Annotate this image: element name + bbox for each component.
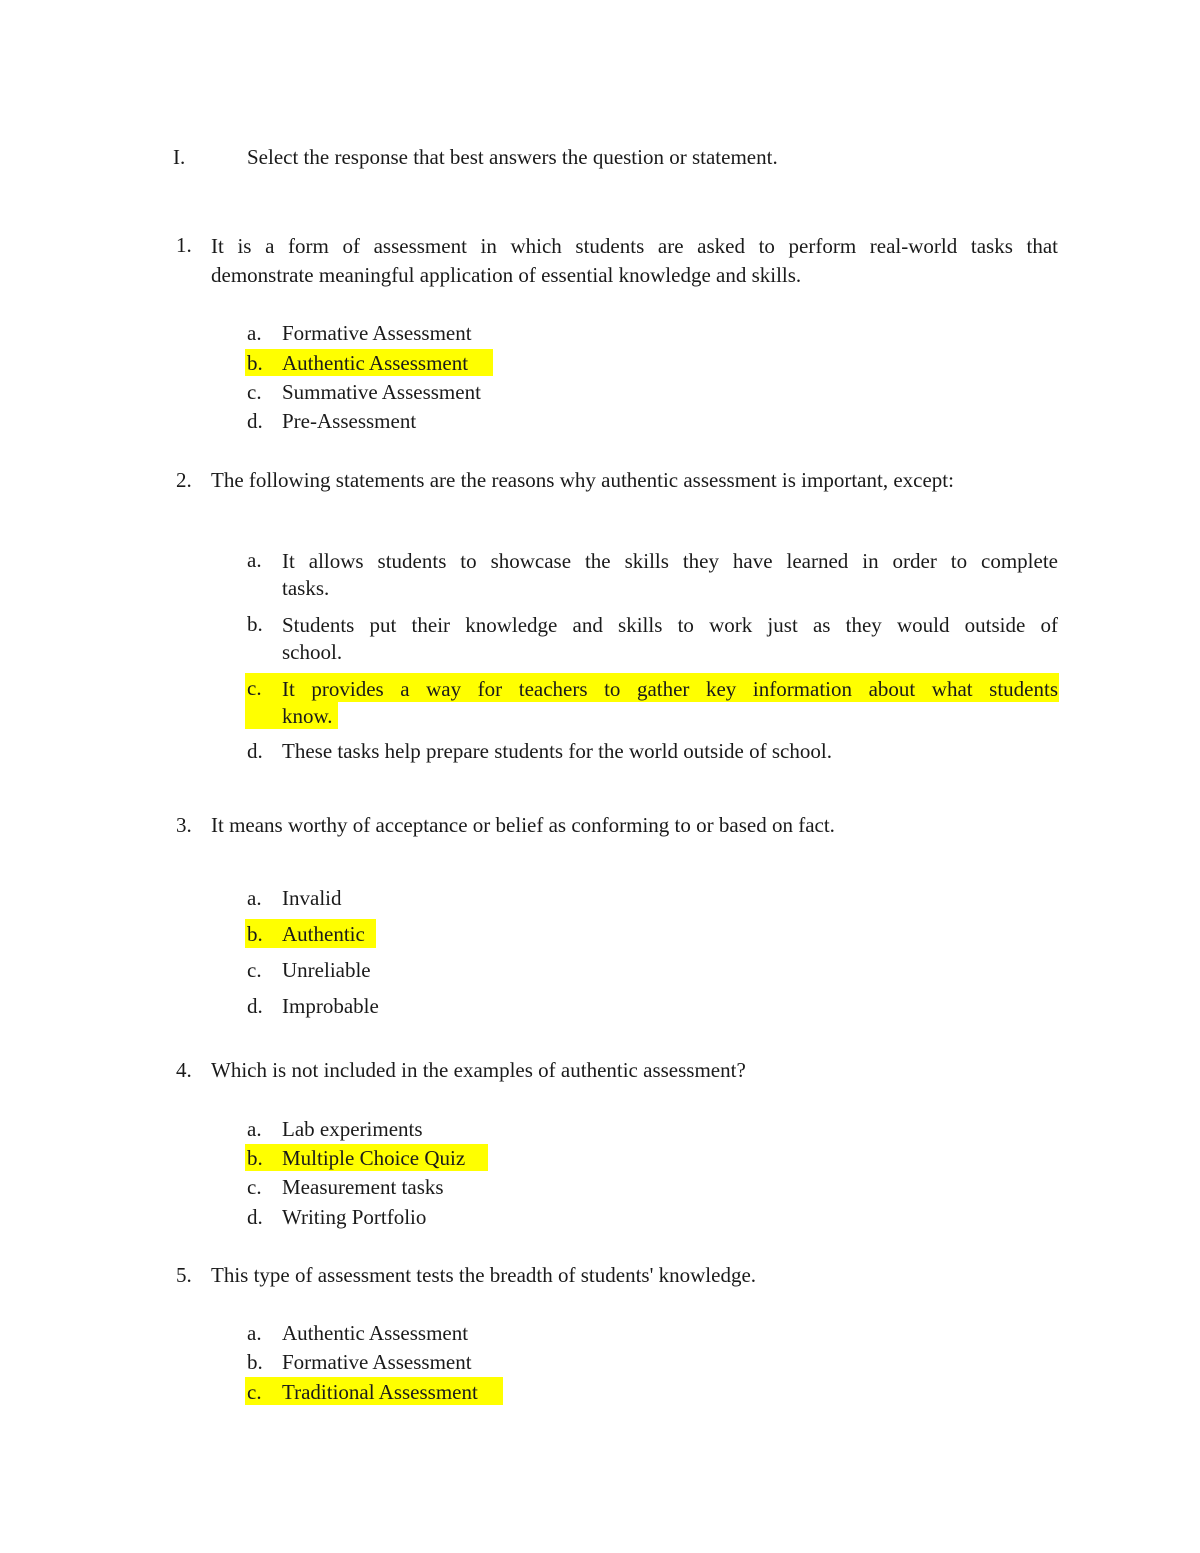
question-number: 4. xyxy=(176,1058,192,1082)
question-number: 5. xyxy=(176,1263,192,1287)
option-text: Pre-Assessment xyxy=(282,409,417,433)
option-letter: c. xyxy=(247,1380,262,1404)
option-letter: c. xyxy=(247,380,262,404)
option-letter: a. xyxy=(247,1117,262,1141)
option-letter: b. xyxy=(247,1146,263,1170)
option-letter: d. xyxy=(247,1205,263,1229)
question-text: The following statements are the reasons why authentic assessment is important, except: xyxy=(211,468,954,492)
option-letter: b. xyxy=(247,612,263,636)
option-text: Authentic Assessment xyxy=(282,1321,469,1345)
option-letter: c. xyxy=(247,676,262,700)
option-letter: a. xyxy=(247,1321,262,1345)
option-text-correct: Authentic Assessment xyxy=(282,351,469,375)
option-letter: a. xyxy=(247,886,262,910)
question-text: This type of assessment tests the breadth of students' knowledge. xyxy=(211,1263,757,1287)
question-number: 2. xyxy=(176,468,192,492)
option-text-correct: Multiple Choice Quiz xyxy=(282,1146,466,1170)
option-text: Writing Portfolio xyxy=(282,1205,427,1229)
option-text-correct: Traditional Assessment xyxy=(282,1380,478,1404)
option-letter: d. xyxy=(247,739,263,763)
option-letter: a. xyxy=(247,548,262,572)
option-letter: b. xyxy=(247,922,263,946)
question-text: demonstrate meaningful application of essential knowledge and skills. xyxy=(211,263,802,287)
option-text: school. xyxy=(282,640,343,664)
section-instruction: Select the response that best answers the question or statement. xyxy=(247,145,778,169)
option-text-correct: know. xyxy=(282,704,333,728)
option-text-correct: Authentic xyxy=(282,922,365,946)
question-number: 3. xyxy=(176,813,192,837)
option-text: Invalid xyxy=(282,886,342,910)
option-letter: c. xyxy=(247,1175,262,1199)
question-text: It means worthy of acceptance or belief as conforming to or based on fact. xyxy=(211,813,835,837)
option-letter: b. xyxy=(247,1350,263,1374)
option-text-correct: It provides a way for teachers to gather key information about what students xyxy=(282,677,1058,701)
question-text: Which is not included in the examples of authentic assessment? xyxy=(211,1058,746,1082)
option-text: Unreliable xyxy=(282,958,371,982)
option-text: Improbable xyxy=(282,994,379,1018)
option-text: Formative Assessment xyxy=(282,321,472,345)
question-text: It is a form of assessment in which students are asked to perform real-world tasks that xyxy=(211,234,1058,258)
option-text: Measurement tasks xyxy=(282,1175,444,1199)
option-text: Formative Assessment xyxy=(282,1350,472,1374)
option-text: Lab experiments xyxy=(282,1117,423,1141)
option-text: Students put their knowledge and skills to work just as they would outside of xyxy=(282,613,1058,637)
option-letter: d. xyxy=(247,409,263,433)
option-text: It allows students to showcase the skills they have learned in order to complete xyxy=(282,549,1058,573)
option-letter: d. xyxy=(247,994,263,1018)
option-letter: a. xyxy=(247,321,262,345)
question-number: 1. xyxy=(176,233,192,257)
option-letter: b. xyxy=(247,351,263,375)
option-letter: c. xyxy=(247,958,262,982)
section-numeral: I. xyxy=(173,145,186,169)
option-text: These tasks help prepare students for the world outside of school. xyxy=(282,739,832,763)
option-text: Summative Assessment xyxy=(282,380,481,404)
option-text: tasks. xyxy=(282,576,330,600)
